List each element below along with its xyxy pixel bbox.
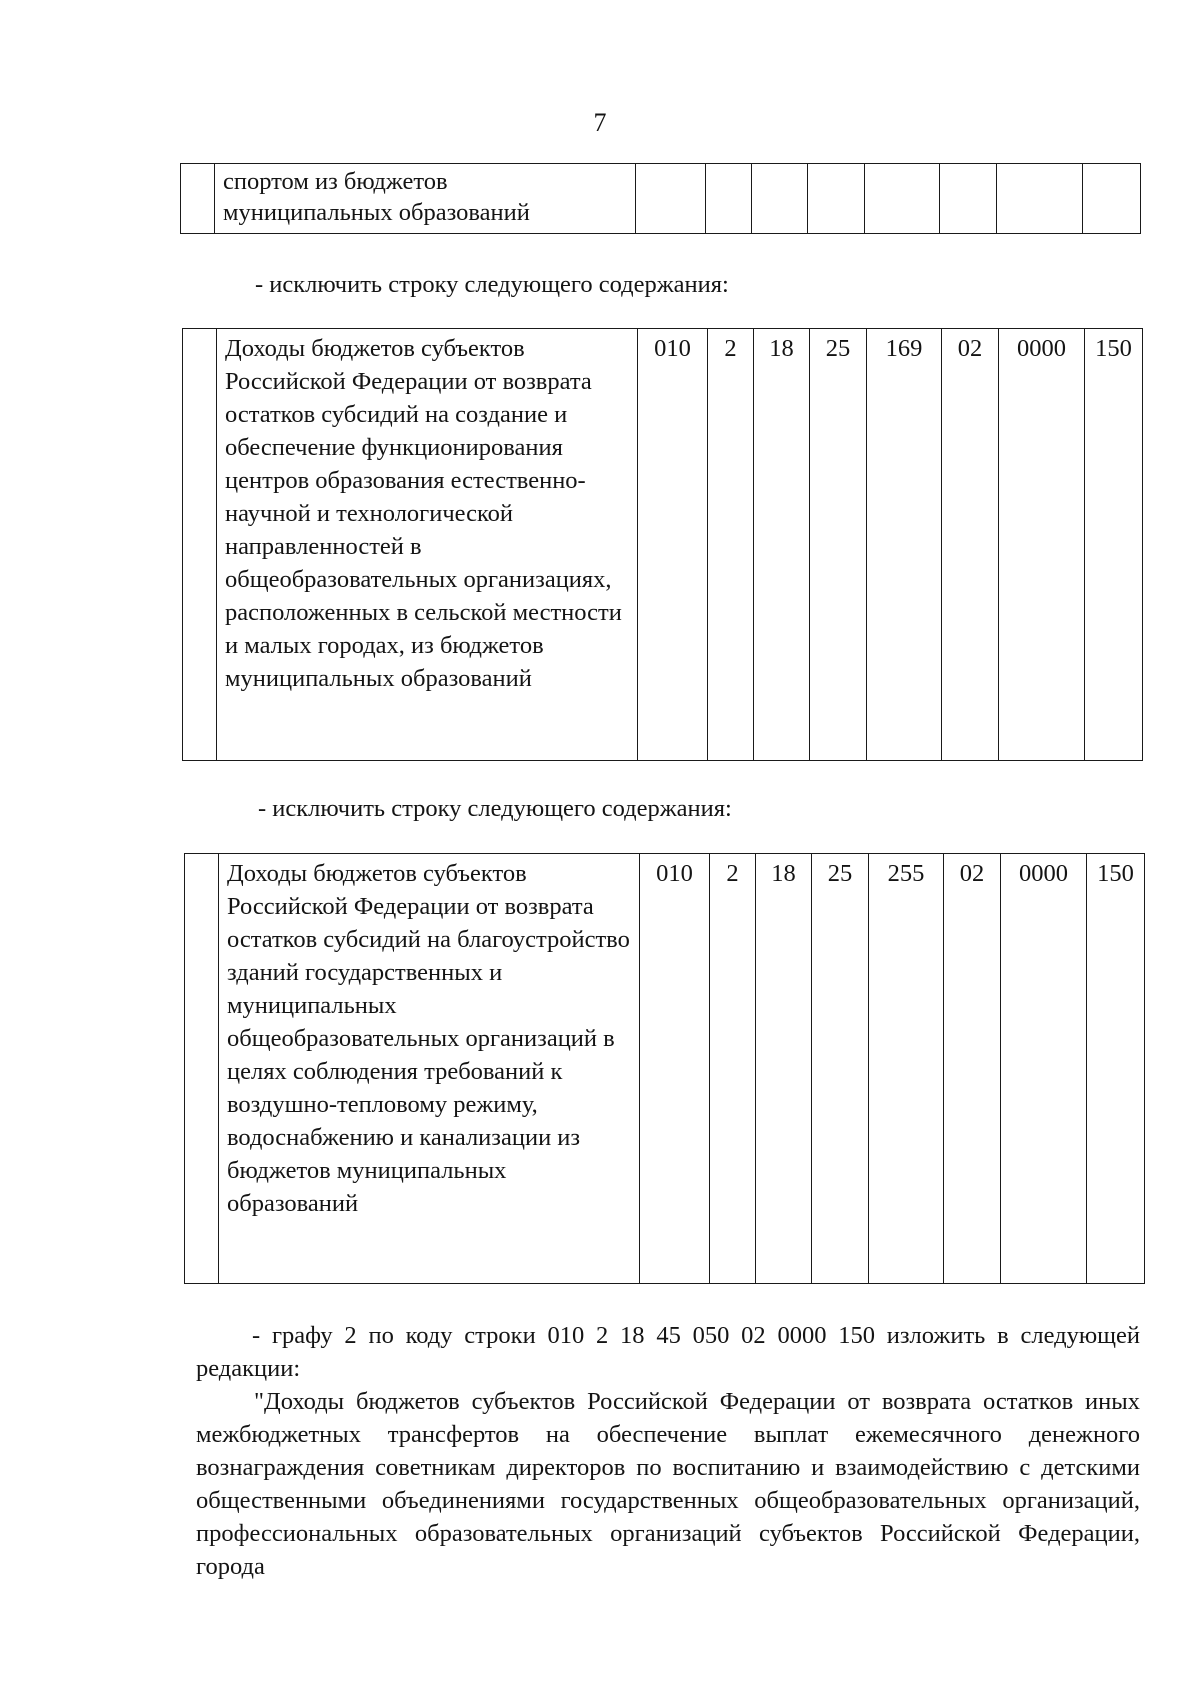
excluded-row-table-2 (184, 853, 1145, 1284)
table-cell-code (752, 164, 808, 234)
excluded-row-table-1 (182, 328, 1143, 761)
fragment-line-1: спортом из бюджетов (223, 168, 448, 195)
table-cell-number (181, 164, 215, 234)
table-cell-code (706, 164, 752, 234)
row-2-code-5: 255 (869, 854, 944, 1284)
row-1-code-6: 02 (942, 329, 999, 761)
paragraph-new-wording: "Доходы бюджетов субъектов Российской Федерации от возврата остатков иных межбюджетных трансфертов на обеспечение выплат ежемесячного денежного вознаграждения советникам директоров по воспитанию и взаимодействию с детскими общественными объединениями государственных общеобразовательных организаций, профессиональных образовательных организаций субъектов Российской Федерации, города (196, 1388, 1140, 1580)
row-1-code-4: 25 (810, 329, 867, 761)
fragment-line-2: муниципальных образований (223, 199, 530, 226)
top-fragment-table (180, 163, 1141, 234)
row-1-code-8: 150 (1085, 329, 1143, 761)
row-2-code-2: 2 (710, 854, 756, 1284)
row-1-code-7: 0000 (999, 329, 1085, 761)
row-1-code-3: 18 (754, 329, 810, 761)
table-cell-code (865, 164, 940, 234)
paragraph-edit-column: - графу 2 по коду строки 010 2 18 45 050 02 0000 150 изложить в следующей редакции: (196, 1322, 1140, 1382)
row-1-code-2: 2 (708, 329, 754, 761)
row-2-code-4: 25 (812, 854, 869, 1284)
table-cell-code (636, 164, 706, 234)
table-cell-number (183, 329, 217, 761)
instruction-exclude-row-1: - исключить строку следующего содержания: (255, 271, 729, 298)
row-1-description: Доходы бюджетов субъектов Российской Федерации от возврата остатков субсидий на создание и обеспечение функционирования центров образования естественно-научной и технологической направленностей в общеобразовательных организациях, расположенных в сельской местности и малых городах, из бюджетов муниципальных образований (217, 329, 638, 761)
table-cell-number (185, 854, 219, 1284)
row-2-code-8: 150 (1087, 854, 1145, 1284)
row-2-code-1: 010 (640, 854, 710, 1284)
row-2-description: Доходы бюджетов субъектов Российской Федерации от возврата остатков субсидий на благоустройство зданий государственных и муниципальных общеобразовательных организаций в целях соблюдения требований к воздушно-тепловому режиму, водоснабжению и канализации из бюджетов муниципальных образований (219, 854, 640, 1284)
table-cell-code (1083, 164, 1141, 234)
row-1-code-1: 010 (638, 329, 708, 761)
page-number: 7 (593, 108, 607, 137)
instruction-exclude-row-2: - исключить строку следующего содержания: (258, 795, 732, 822)
row-1-code-5: 169 (867, 329, 942, 761)
row-2-code-3: 18 (756, 854, 812, 1284)
table-cell-code (940, 164, 997, 234)
row-2-code-6: 02 (944, 854, 1001, 1284)
table-cell-code (808, 164, 865, 234)
row-2-code-7: 0000 (1001, 854, 1087, 1284)
table-cell-code (997, 164, 1083, 234)
table-cell-description (215, 164, 636, 234)
